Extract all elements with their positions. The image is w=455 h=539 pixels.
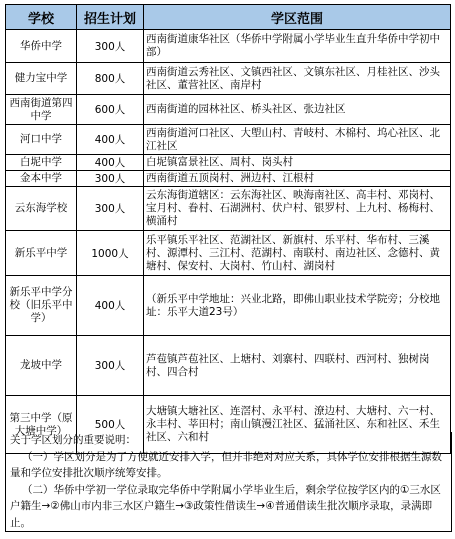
district-range: 西南街道河口社区、大塱山村、青岐村、木棉村、坞心社区、北江社区 [144, 125, 451, 155]
notes-title: 关于学区划分的重要说明： [10, 434, 136, 446]
district-range: 白坭镇富景社区、周村、岗头村 [144, 155, 451, 171]
school-name: 西南街道第四中学 [6, 95, 77, 125]
school-name: 龙坡中学 [6, 336, 77, 396]
enrollment-plan: 300人 [77, 30, 144, 63]
school-name: 第三中学（原大塘中学） [6, 396, 77, 454]
district-range: 云东海街道辖区：云东海社区、映海南社区、高丰村、邓岗村、宝月村、眷村、石湖洲村、伏户村、银罗村、上九村、杨梅村、横涌村 [144, 187, 451, 231]
enrollment-plan: 300人 [77, 187, 144, 231]
district-range: 西南街道的园林社区、桥头社区、张边社区 [144, 95, 451, 125]
table-row [6, 276, 451, 336]
important-notes [5, 432, 452, 532]
school-name: 新乐平中学分校（旧乐平中学） [6, 276, 77, 336]
district-range: 大塘镇大塘社区、连滘村、永平村、潦边村、大塘村、六一村、永丰村、莘田村；南山镇漫江社区、猛涌社区、东和社区、禾生社区、六和村 [144, 396, 451, 454]
school-name: 云东海学校 [6, 187, 77, 231]
table-row [6, 336, 451, 396]
table-row [6, 231, 451, 276]
enrollment-plan: 300人 [77, 171, 144, 187]
school-name: 健力宝中学 [6, 63, 77, 95]
school-name: 金本中学 [6, 171, 77, 187]
enrollment-plan: 400人 [77, 125, 144, 155]
enrollment-plan: 300人 [77, 336, 144, 396]
table-row [6, 155, 451, 171]
table-row [6, 95, 451, 125]
header-school: 学校 [6, 5, 77, 30]
district-range: （新乐平中学地址：兴业北路，即佛山职业技术学院旁；分校地址：乐平大道23号） [144, 276, 451, 336]
school-name: 新乐平中学 [6, 231, 77, 276]
district-range: 西南街道五顶岗村、洲边村、江根村 [144, 171, 451, 187]
enrollment-plan: 500人 [77, 396, 144, 454]
district-range: 芦苞镇芦苞社区、上塘村、刘寨村、四联村、西河村、独树岗村、四合村 [144, 336, 451, 396]
table-row [6, 30, 451, 63]
header-range: 学区范围 [144, 5, 451, 30]
note-item-1: （一）学区划分是为了方便就近安排入学，但并非绝对对应关系，具体学位安排根据生源数量和学位安排批次顺序统筹安排。 [10, 450, 442, 479]
school-name: 白坭中学 [6, 155, 77, 171]
enrollment-plan: 600人 [77, 95, 144, 125]
table-row [6, 171, 451, 187]
district-range: 西南街道康华社区（华侨中学附属小学毕业生直升华侨中学初中部） [144, 30, 451, 63]
school-district-table [5, 4, 451, 454]
table-row [6, 63, 451, 95]
district-range: 西南街道云秀社区、文镇西社区、文镇东社区、月桂社区、沙头社区、董营社区、南岸村 [144, 63, 451, 95]
enrollment-plan: 800人 [77, 63, 144, 95]
note-item-2: （二）华侨中学初一学位录取完华侨中学附属小学毕业生后，剩余学位按学区内的①三水区户籍生→②佛山市内非三水区户籍生→③政策性借读生→④普通借读生批次顺序录取，录满即止。 [10, 483, 441, 529]
enrollment-plan: 400人 [77, 155, 144, 171]
enrollment-plan: 1000人 [77, 231, 144, 276]
district-range: 乐平镇乐平社区、范湖社区、新旗村、乐平村、华布村、三溪村、源潭村、三江村、范湖村、南联村、南边社区、念德村、黄塘村、保安村、大岗村、竹山村、湖岗村 [144, 231, 451, 276]
table-row [6, 187, 451, 231]
header-plan: 招生计划 [77, 5, 144, 30]
table-row [6, 125, 451, 155]
enrollment-plan: 400人 [77, 276, 144, 336]
school-name: 河口中学 [6, 125, 77, 155]
school-name: 华侨中学 [6, 30, 77, 63]
table-header-row [6, 5, 451, 30]
